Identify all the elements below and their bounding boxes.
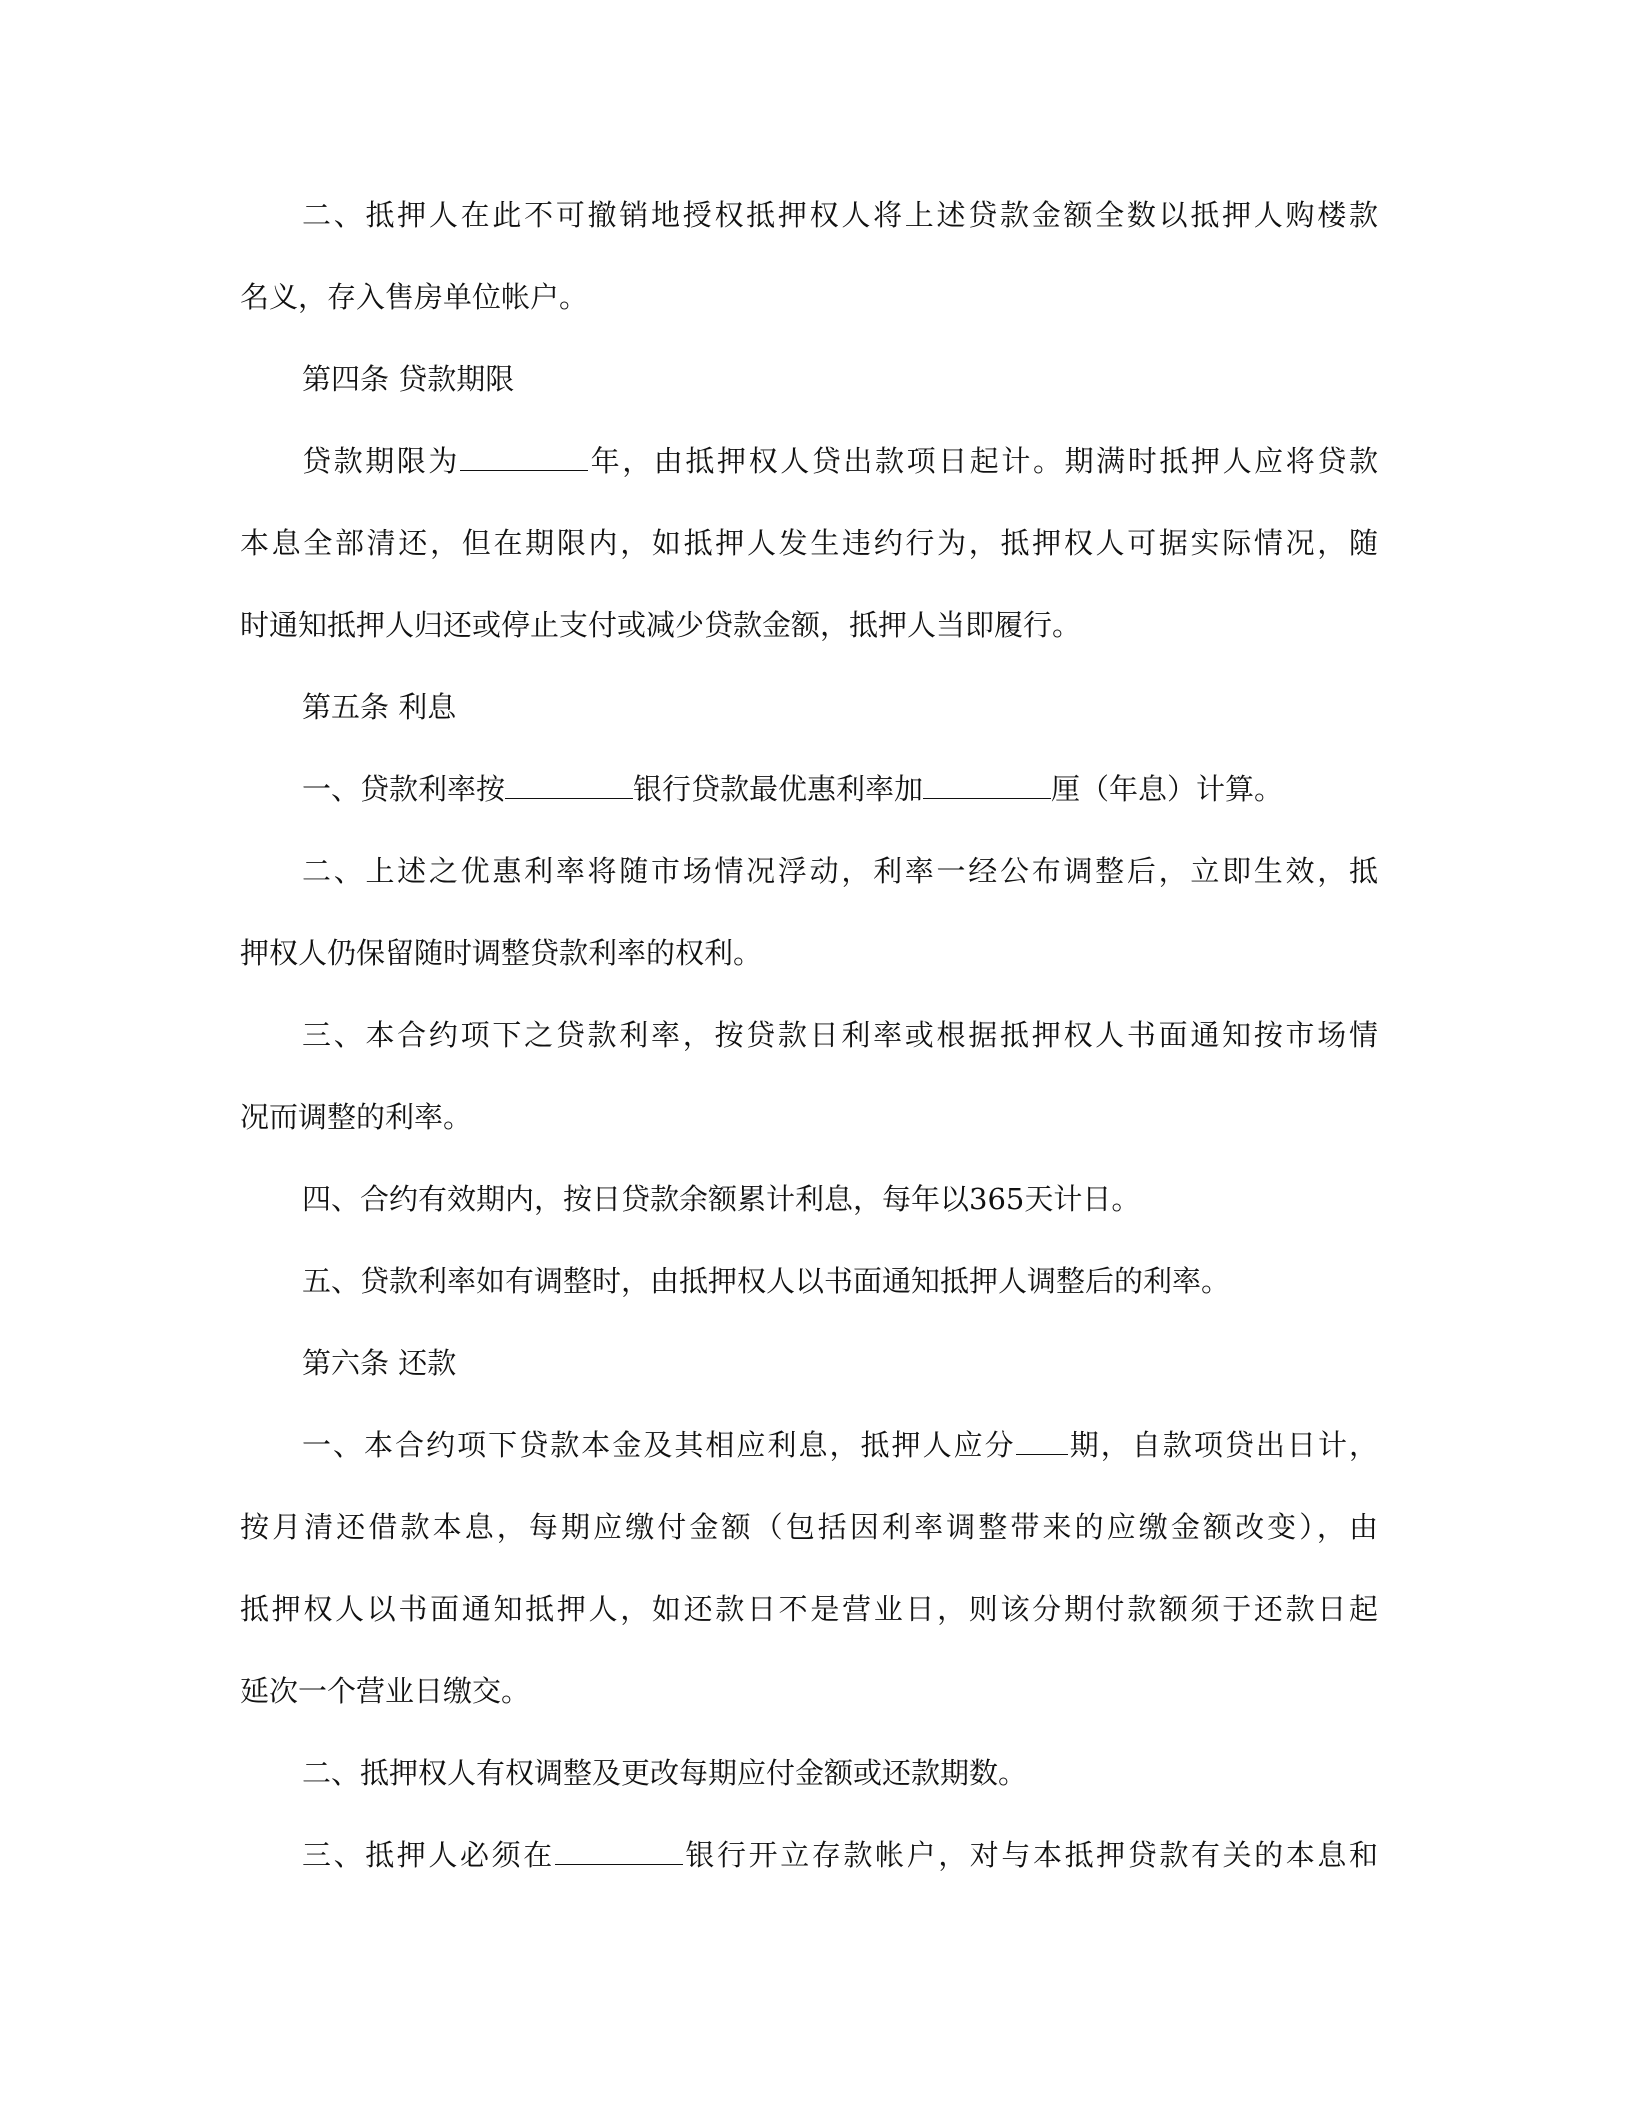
paragraph-line bbox=[302, 1425, 1378, 1465]
paragraph-line: 五、贷款利率如有调整时，由抵押权人以书面通知抵押人调整后的利率。 bbox=[302, 1264, 1231, 1298]
paragraph-line: 按月清还借款本息，每期应缴付金额（包括因利率调整带来的应缴金额改变），由 bbox=[240, 1510, 1378, 1544]
paragraph-line: 本息全部清还，但在期限内，如抵押人发生违约行为，抵押权人可据实际情况，随 bbox=[240, 526, 1378, 560]
paragraph-line: 押权人仍保留随时调整贷款利率的权利。 bbox=[240, 936, 763, 970]
paragraph-line: 二、抵押人在此不可撤销地授权抵押权人将上述贷款金额全数以抵押人购楼款 bbox=[302, 198, 1378, 232]
fill-in-blank bbox=[1016, 1426, 1068, 1455]
text-segment: 厘（年息）计算。 bbox=[1051, 772, 1284, 806]
paragraph-line: 况而调整的利率。 bbox=[240, 1100, 473, 1134]
paragraph-line bbox=[302, 1835, 1378, 1875]
text-segment: 一、贷款利率按 bbox=[302, 772, 506, 806]
text-segment: 贷款期限为 bbox=[302, 444, 460, 478]
text-segment: 一、本合约项下贷款本金及其相应利息，抵押人应分 bbox=[302, 1428, 1016, 1462]
fill-in-blank bbox=[460, 442, 588, 471]
paragraph-line: 二、上述之优惠利率将随市场情况浮动，利率一经公布调整后，立即生效，抵 bbox=[302, 854, 1378, 888]
paragraph-line bbox=[302, 769, 1283, 809]
section-heading: 第四条 贷款期限 bbox=[302, 362, 515, 396]
section-heading: 第六条 还款 bbox=[302, 1346, 457, 1380]
paragraph-line: 延次一个营业日缴交。 bbox=[240, 1674, 531, 1708]
paragraph-line: 时通知抵押人归还或停止支付或减少贷款金额，抵押人当即履行。 bbox=[240, 608, 1082, 642]
paragraph-line: 抵押权人以书面通知抵押人，如还款日不是营业日，则该分期付款额须于还款日起 bbox=[240, 1592, 1378, 1626]
paragraph-line bbox=[302, 441, 1378, 481]
text-segment: 银行贷款最优惠利率加 bbox=[633, 772, 924, 806]
section-heading: 第五条 利息 bbox=[302, 690, 457, 724]
text-segment: 银行开立存款帐户，对与本抵押贷款有关的本息和 bbox=[682, 1838, 1378, 1872]
paragraph-line: 三、本合约项下之贷款利率，按贷款日利率或根据抵押权人书面通知按市场情 bbox=[302, 1018, 1378, 1052]
paragraph-line: 四、合约有效期内，按日贷款余额累计利息，每年以365天计日。 bbox=[302, 1182, 1141, 1216]
fill-in-blank bbox=[923, 770, 1051, 799]
paragraph-line: 名义，存入售房单位帐户。 bbox=[240, 280, 589, 314]
paragraph-line: 二、抵押权人有权调整及更改每期应付金额或还款期数。 bbox=[302, 1756, 1028, 1790]
fill-in-blank bbox=[555, 1836, 683, 1865]
fill-in-blank bbox=[505, 770, 633, 799]
text-segment: 期，自款项贷出日计， bbox=[1067, 1428, 1378, 1462]
text-segment: 三、抵押人必须在 bbox=[302, 1838, 555, 1872]
text-segment: 年，由抵押权人贷出款项日起计。期满时抵押人应将贷款 bbox=[588, 444, 1378, 478]
